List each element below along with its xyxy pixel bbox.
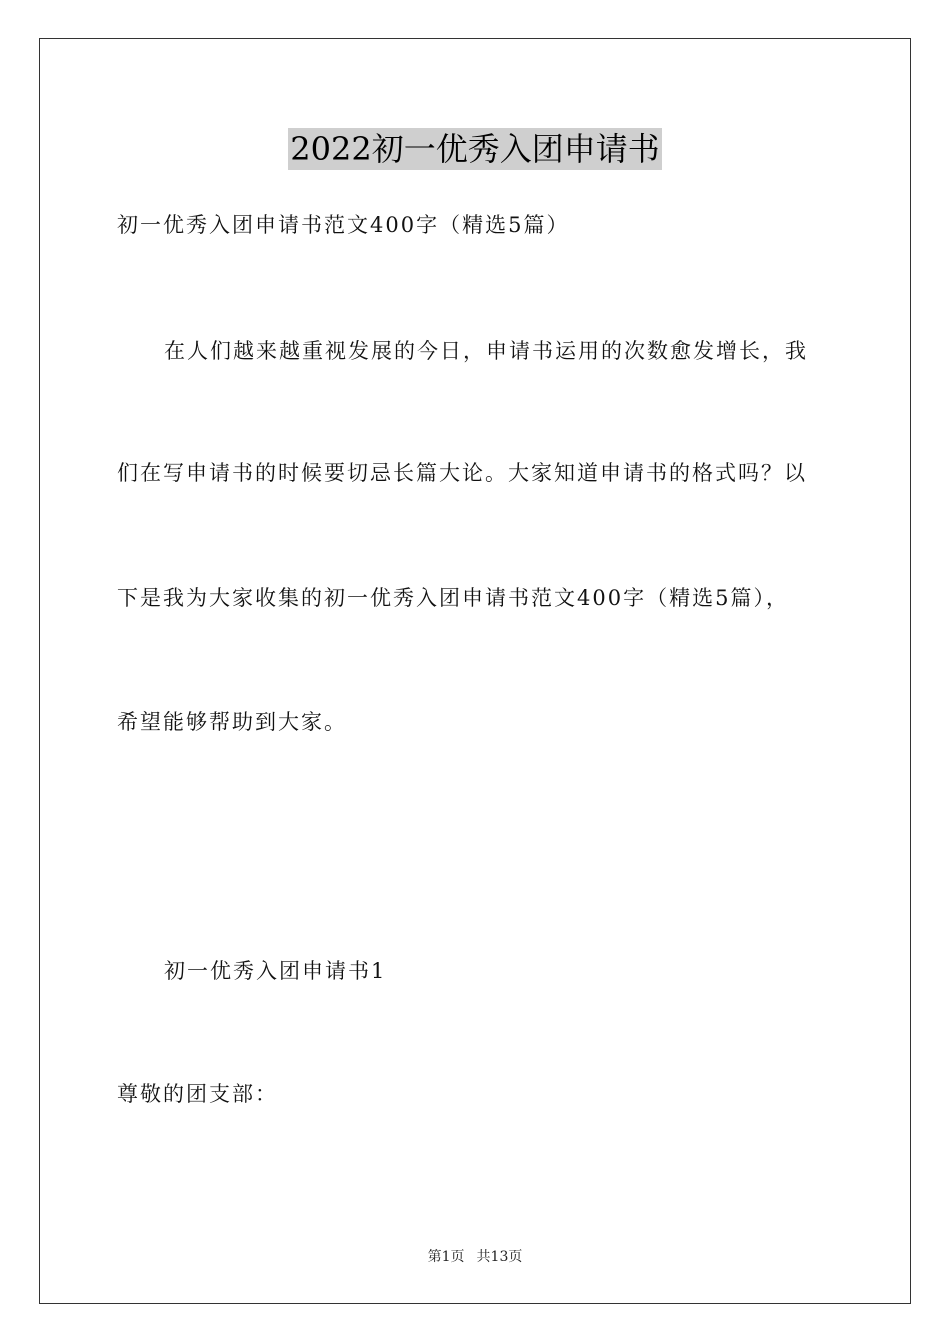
page-footer — [0, 1248, 950, 1266]
intro-line-1: 在人们越来越重视发展的今日，申请书运用的次数愈发增长，我 — [164, 339, 808, 363]
document-subtitle: 初一优秀入团申请书范文400字（精选5篇） — [117, 213, 570, 237]
intro-line-3: 下是我为大家收集的初一优秀入团申请书范文400字（精选5篇）， — [117, 586, 789, 610]
page-number: 第1页 — [427, 1249, 465, 1265]
page-total: 共13页 — [476, 1249, 523, 1265]
document-title: 2022初一优秀入团申请书 — [290, 130, 660, 168]
title-container — [0, 128, 950, 170]
section-heading: 初一优秀入团申请书1 — [164, 959, 387, 983]
intro-line-4: 希望能够帮助到大家。 — [117, 710, 347, 734]
salutation: 尊敬的团支部： — [117, 1082, 278, 1106]
intro-line-2: 们在写申请书的时候要切忌长篇大论。大家知道申请书的格式吗？以 — [117, 461, 807, 485]
